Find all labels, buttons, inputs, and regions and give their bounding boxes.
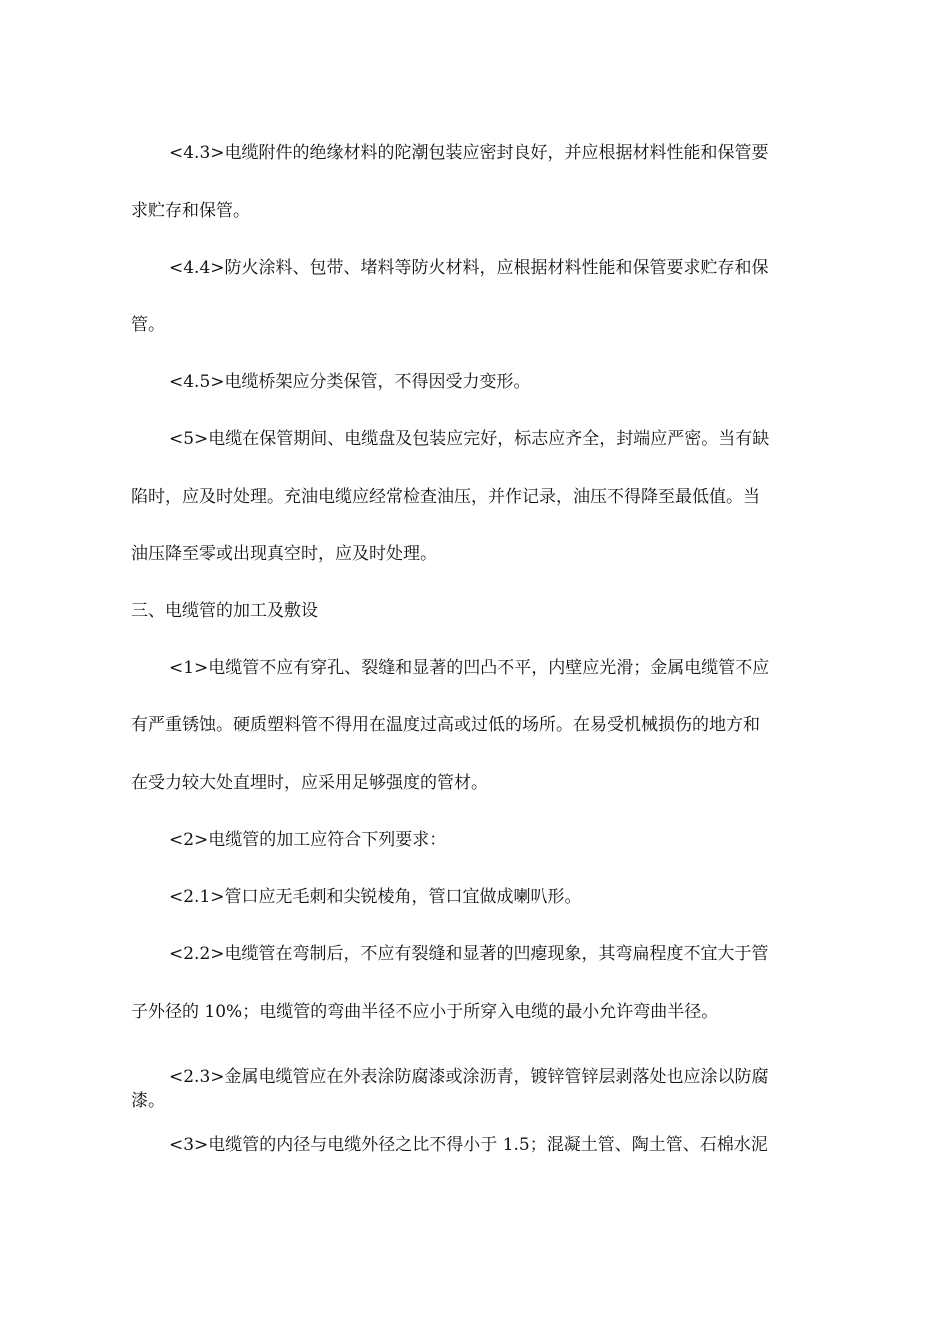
text-line: <4.4>防火涂料、包带、堵料等防火材料，应根据材料性能和保管要求贮存和保 (169, 258, 769, 278)
text-line: 在受力较大处直埋时，应采用足够强度的管材。 (131, 773, 488, 793)
text-line: <5>电缆在保管期间、电缆盘及包装应完好，标志应齐全，封端应严密。当有缺 (169, 429, 770, 449)
text-line: <2.1>管口应无毛刺和尖锐棱角，管口宜做成喇叭形。 (169, 887, 582, 907)
text-line: <2.3>金属电缆管应在外表涂防腐漆或涂沥青，镀锌管锌层剥落处也应涂以防腐 (169, 1067, 769, 1087)
text-line: 求贮存和保管。 (131, 201, 250, 221)
text-line: <2.2>电缆管在弯制后，不应有裂缝和显著的凹瘪现象，其弯扁程度不宜大于管 (169, 944, 769, 964)
text-line: 陷时，应及时处理。充油电缆应经常检查油压，并作记录，油压不得降至最低值。当 (131, 487, 760, 507)
text-line: 子外径的 10%；电缆管的弯曲半径不应小于所穿入电缆的最小允许弯曲半径。 (131, 1002, 719, 1022)
text-line: 管。 (131, 315, 165, 335)
text-line: 油压降至零或出现真空时，应及时处理。 (131, 544, 437, 564)
text-line: <4.5>电缆桥架应分类保管，不得因受力变形。 (169, 372, 531, 392)
text-line: 漆。 (131, 1091, 165, 1111)
text-line: <1>电缆管不应有穿孔、裂缝和显著的凹凸不平，内壁应光滑；金属电缆管不应 (169, 658, 770, 678)
text-line: <4.3>电缆附件的绝缘材料的陀潮包装应密封良好，并应根据材料性能和保管要 (169, 143, 769, 163)
text-line: 有严重锈蚀。硬质塑料管不得用在温度过高或过低的场所。在易受机械损伤的地方和 (131, 715, 760, 735)
text-line: <2>电缆管的加工应符合下列要求： (169, 830, 447, 850)
text-line: <3>电缆管的内径与电缆外径之比不得小于 1.5；混凝土管、陶土管、石棉水泥 (169, 1135, 768, 1155)
section-heading: 三、电缆管的加工及敷设 (131, 601, 318, 621)
